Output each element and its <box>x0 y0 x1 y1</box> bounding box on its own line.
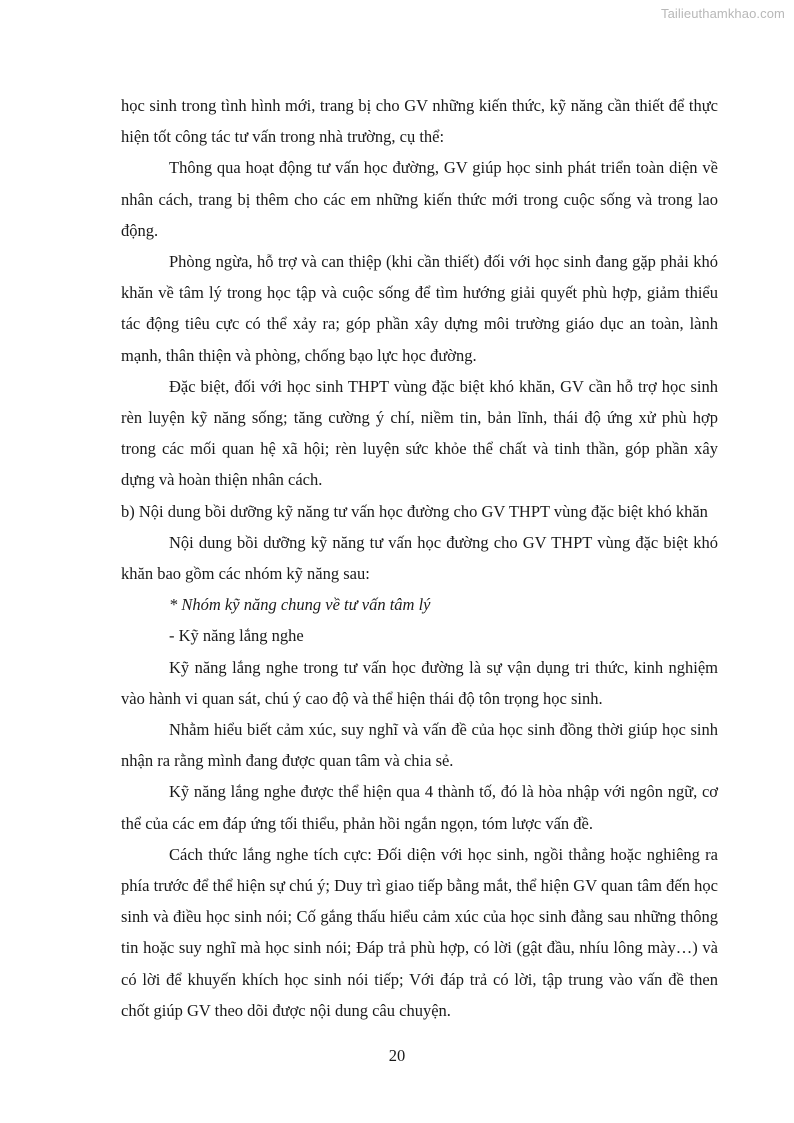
paragraph-content-intro: Nội dung bồi dưỡng kỹ năng tư vấn học đường cho GV THPT vùng đặc biệt khó khăn bao gồm các nhóm kỹ năng sau: <box>121 532 718 584</box>
paragraph-personality-development: Thông qua hoạt động tư vấn học đường, GV giúp học sinh phát triển toàn diện về nhân cách, trang bị thêm cho các em những kiến thức mới trong cuộc sống và trong lao động. <box>121 158 718 240</box>
paragraph-active-listening: Cách thức lắng nghe tích cực: Đối diện với học sinh, ngồi thẳng hoặc nghiêng ra phía trước để thể hiện sự chú ý; Duy trì giao tiếp bằng mắt, thể hiện GV quan tâm đến học sinh và điều học sinh nói; Cố gắng thấu hiểu cảm xúc của học sinh đằng sau những thông tin hoặc suy nghĩ mà học sinh nói; Đáp trả phù hợp, có lời (gật đầu, nhíu lông mày…) và có lời để khuyến khích học sinh nói tiếp; Với đáp trả có lời, tập trung vào vấn đề then chốt giúp GV theo dõi được nội dung câu chuyện. <box>121 844 718 1020</box>
paragraph-special-difficulty: Đặc biệt, đối với học sinh THPT vùng đặc biệt khó khăn, GV cần hỗ trợ học sinh rèn luyện kỹ năng sống; tăng cường ý chí, niềm tin, bản lĩnh, thái độ ứng xử phù hợp trong các mối quan hệ xã hội; rèn luyện sức khỏe thể chất và tinh thần, góp phần xây dựng và hoàn thiện nhân cách. <box>121 376 718 490</box>
watermark: Tailieuthamkhao.com <box>660 6 785 21</box>
subheading-general-skills: * Nhóm kỹ năng chung về tư vấn tâm lý <box>169 595 431 615</box>
paragraph-listening-purpose: Nhằm hiểu biết cảm xúc, suy nghĩ và vấn đề của học sinh đồng thời giúp học sinh nhận ra rằng mình đang được quan tâm và chia sẻ. <box>121 720 718 771</box>
paragraph-listening-definition: Kỹ năng lắng nghe trong tư vấn học đường là sự vận dụng tri thức, kinh nghiệm vào hành vi quan sát, chú ý cao độ và thể hiện thái độ tôn trọng học sinh. <box>121 657 718 708</box>
page-body <box>121 90 718 1026</box>
section-heading-b: b) Nội dung bồi dưỡng kỹ năng tư vấn học đường cho GV THPT vùng đặc biệt khó khăn <box>121 501 708 521</box>
paragraph-continuation: học sinh trong tình hình mới, trang bị cho GV những kiến thức, kỹ năng cần thiết để thực hiện tốt công tác tư vấn trong nhà trường, cụ thể: <box>121 96 718 147</box>
paragraph-listening-components: Kỹ năng lắng nghe được thể hiện qua 4 thành tố, đó là hòa nhập với ngôn ngữ, cơ thể của các em đáp ứng tối thiểu, phản hồi ngắn ngọn, tóm lược vấn đề. <box>121 782 718 833</box>
paragraph-prevention-support: Phòng ngừa, hỗ trợ và can thiệp (khi cần thiết) đối với học sinh đang gặp phải khó khăn về tâm lý trong học tập và cuộc sống để tìm hướng giải quyết phù hợp, giảm thiểu tác động tiêu cực có thể xảy ra; góp phần xây dựng môi trường giáo dục an toàn, lành mạnh, thân thiện và phòng, chống bạo lực học đường. <box>121 252 718 365</box>
subheading-listening-skill: - Kỹ năng lắng nghe <box>169 626 304 646</box>
page-number: 20 <box>388 1046 406 1065</box>
